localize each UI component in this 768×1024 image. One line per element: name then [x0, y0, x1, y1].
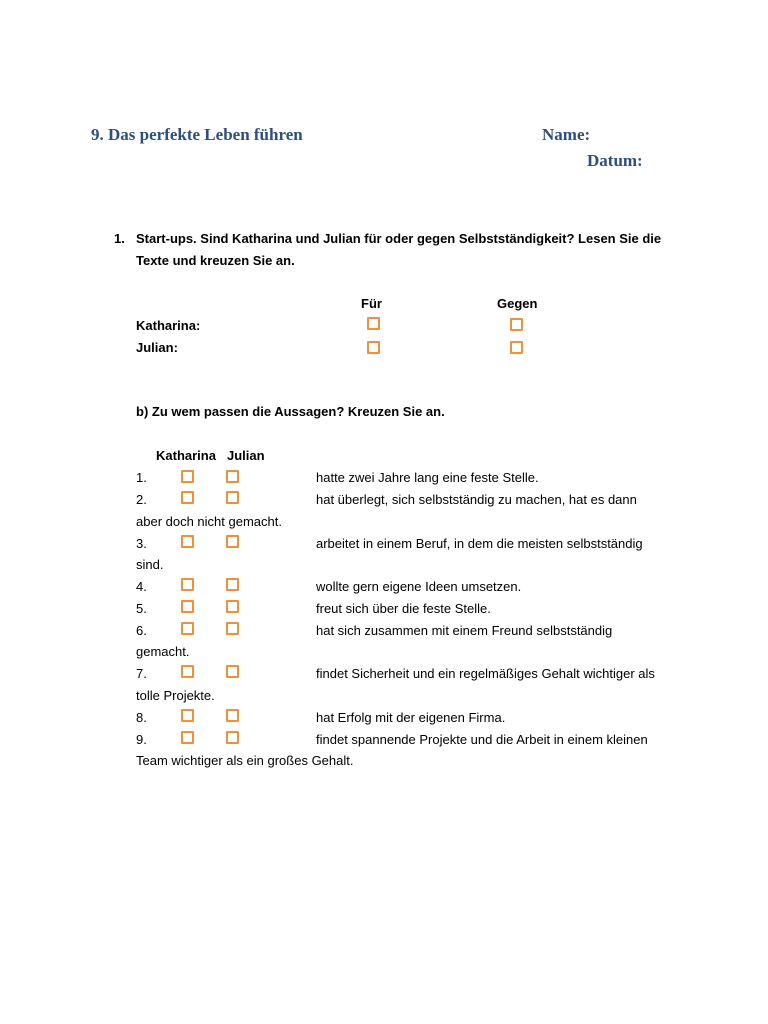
- item-statement: hatte zwei Jahre lang eine feste Stelle.: [316, 470, 539, 485]
- checkbox-item4-katharina[interactable]: [181, 578, 194, 591]
- item-statement: findet spannende Projekte und die Arbeit in einem kleinen: [316, 732, 648, 747]
- column-header-fuer: Für: [361, 296, 382, 311]
- item-number: 4.: [136, 579, 147, 594]
- task1-question-line2: Texte und kreuzen Sie an.: [136, 253, 295, 268]
- checkbox-item3-julian[interactable]: [226, 535, 239, 548]
- item-statement: arbeitet in einem Beruf, in dem die meisten selbstständig: [316, 536, 643, 551]
- checkbox-item2-katharina[interactable]: [181, 491, 194, 504]
- checkbox-julian-fuer[interactable]: [367, 341, 380, 354]
- column-header-julian: Julian: [227, 448, 265, 463]
- item-statement-continuation: tolle Projekte.: [136, 688, 215, 703]
- checkbox-item2-julian[interactable]: [226, 491, 239, 504]
- item-statement-continuation: sind.: [136, 557, 164, 572]
- checkbox-item6-julian[interactable]: [226, 622, 239, 635]
- checkbox-item6-katharina[interactable]: [181, 622, 194, 635]
- item-statement-continuation: Team wichtiger als ein großes Gehalt.: [136, 753, 354, 768]
- name-label: Name:: [542, 125, 591, 144]
- task1-question-line1: Start-ups. Sind Katharina und Julian für oder gegen Selbstständigkeit? Lesen Sie die: [136, 231, 662, 246]
- item-number: 1.: [136, 470, 147, 485]
- item-statement: hat überlegt, sich selbstständig zu machen, hat es dann: [316, 492, 637, 507]
- worksheet-title: 9. Das perfekte Leben führen: [91, 125, 303, 144]
- column-header-katharina: Katharina: [156, 448, 216, 463]
- column-header-gegen: Gegen: [497, 296, 538, 311]
- item-statement: hat Erfolg mit der eigenen Firma.: [316, 710, 506, 725]
- checkbox-item9-katharina[interactable]: [181, 731, 194, 744]
- checkbox-item5-katharina[interactable]: [181, 600, 194, 613]
- checkbox-julian-gegen[interactable]: [510, 341, 523, 354]
- task1-number: 1.: [114, 231, 125, 246]
- checkbox-item8-julian[interactable]: [226, 709, 239, 722]
- checkbox-item7-julian[interactable]: [226, 665, 239, 678]
- item-number: 3.: [136, 536, 147, 551]
- task-b-question: b) Zu wem passen die Aussagen? Kreuzen Sie an.: [136, 404, 445, 419]
- item-number: 5.: [136, 601, 147, 616]
- checkbox-item8-katharina[interactable]: [181, 709, 194, 722]
- checkbox-item3-katharina[interactable]: [181, 535, 194, 548]
- checkbox-item1-julian[interactable]: [226, 470, 239, 483]
- item-number: 2.: [136, 492, 147, 507]
- checkbox-item9-julian[interactable]: [226, 731, 239, 744]
- checkbox-item4-julian[interactable]: [226, 578, 239, 591]
- item-number: 9.: [136, 732, 147, 747]
- item-statement: wollte gern eigene Ideen umsetzen.: [316, 579, 522, 594]
- checkbox-item7-katharina[interactable]: [181, 665, 194, 678]
- item-number: 7.: [136, 666, 147, 681]
- checkbox-item1-katharina[interactable]: [181, 470, 194, 483]
- item-statement: freut sich über die feste Stelle.: [316, 601, 491, 616]
- row-label-julian: Julian:: [136, 340, 178, 355]
- item-statement: findet Sicherheit und ein regelmäßiges Gehalt wichtiger als: [316, 666, 655, 681]
- item-statement-continuation: aber doch nicht gemacht.: [136, 514, 282, 529]
- item-statement-continuation: gemacht.: [136, 644, 190, 659]
- item-number: 6.: [136, 623, 147, 638]
- checkbox-katharina-gegen[interactable]: [510, 318, 523, 331]
- row-label-katharina: Katharina:: [136, 318, 201, 333]
- item-number: 8.: [136, 710, 147, 725]
- item-statement: hat sich zusammen mit einem Freund selbstständig: [316, 623, 613, 638]
- checkbox-katharina-fuer[interactable]: [367, 317, 380, 330]
- checkbox-item5-julian[interactable]: [226, 600, 239, 613]
- date-label: Datum:: [587, 151, 643, 170]
